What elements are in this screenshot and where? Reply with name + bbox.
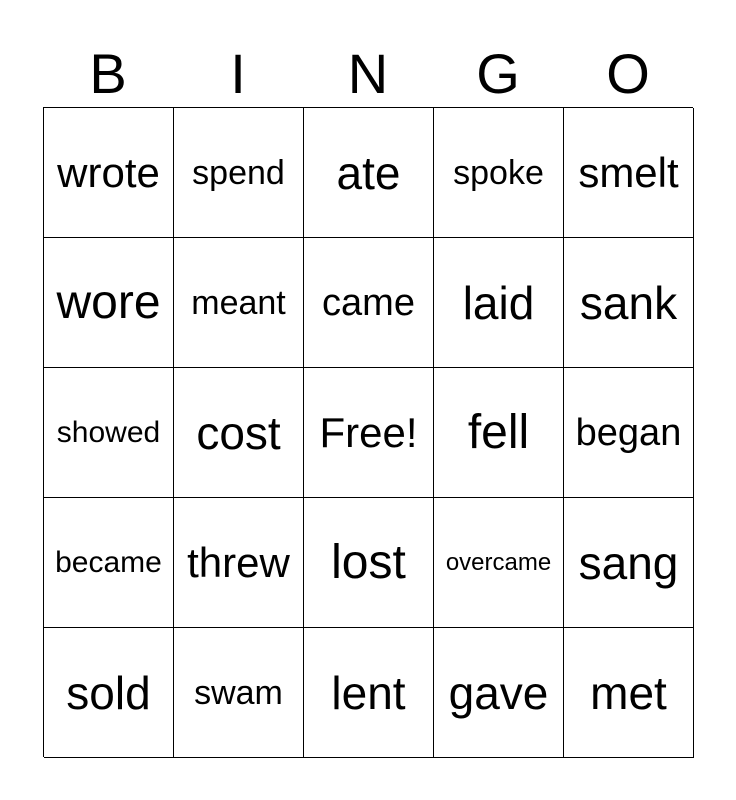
bingo-cell[interactable]: spend [174, 108, 304, 238]
header-letter-b: B [89, 42, 127, 105]
bingo-cell[interactable]: laid [434, 238, 564, 368]
header-letter-i: I [230, 42, 246, 105]
bingo-cell[interactable]: sank [564, 238, 694, 368]
bingo-cell[interactable]: came [304, 238, 434, 368]
bingo-cell[interactable]: became [44, 498, 174, 628]
bingo-header [43, 42, 693, 106]
bingo-cell[interactable]: overcame [434, 498, 564, 628]
bingo-board [43, 107, 693, 757]
free-space[interactable]: Free! [304, 368, 434, 498]
bingo-cell[interactable]: cost [174, 368, 304, 498]
bingo-cell[interactable]: threw [174, 498, 304, 628]
bingo-cell[interactable]: lent [304, 628, 434, 758]
bingo-cell[interactable]: began [564, 368, 694, 498]
bingo-cell[interactable]: gave [434, 628, 564, 758]
bingo-cell[interactable]: wore [44, 238, 174, 368]
bingo-cell[interactable]: met [564, 628, 694, 758]
bingo-cell[interactable]: swam [174, 628, 304, 758]
header-letter-g: G [476, 42, 520, 105]
bingo-cell[interactable]: smelt [564, 108, 694, 238]
bingo-cell[interactable]: lost [304, 498, 434, 628]
bingo-cell[interactable]: showed [44, 368, 174, 498]
header-letter-n: N [347, 42, 389, 105]
bingo-cell[interactable]: fell [434, 368, 564, 498]
bingo-cell[interactable]: sang [564, 498, 694, 628]
bingo-cell[interactable]: spoke [434, 108, 564, 238]
bingo-cell[interactable]: meant [174, 238, 304, 368]
header-letter-o: O [606, 42, 650, 105]
bingo-cell[interactable]: ate [304, 108, 434, 238]
bingo-cell[interactable]: wrote [44, 108, 174, 238]
bingo-cell[interactable]: sold [44, 628, 174, 758]
